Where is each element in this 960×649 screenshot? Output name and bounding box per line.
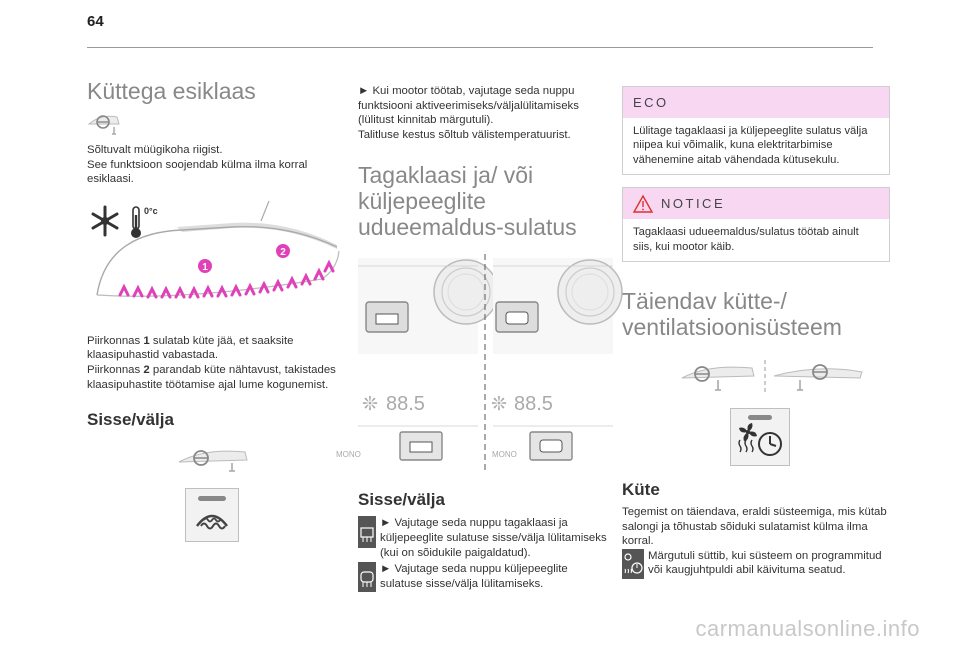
subtitle-heating: Küte	[622, 480, 660, 500]
mirror-demist-button-icon[interactable]	[358, 562, 376, 592]
svg-text:❊: ❊	[362, 394, 378, 416]
temp-display-left: 88.5	[386, 393, 425, 416]
step-2-text: ► Vajutage seda nuppu küljepeeglite sulatuse sisse/välja lülitamiseks.	[380, 563, 568, 590]
steering-wheel-both-icon	[678, 356, 878, 396]
intro-line-1: Sõltuvalt müügikoha riigist.	[87, 144, 223, 156]
intro-line-2: See funktsioon soojendab külma ilma korral esiklaasi.	[87, 158, 308, 186]
zone-2-badge	[276, 244, 290, 258]
svg-text:1: 1	[202, 261, 208, 273]
step-1-text: ► Vajutage seda nuppu tagaklaasi ja küljepeeglite sulatuse sisse/välja lülitamiseks (kui on sõidukile paigaldatud).	[380, 517, 607, 559]
snowflake-icon	[93, 207, 117, 235]
mono-label-left: MONO	[336, 450, 361, 460]
heating-description: Tegemist on täiendava, eraldi süsteemiga, mis kütab salongi ja tõhustab sõiduki sulatamist külma ilma korral.	[622, 506, 887, 548]
svg-text:❊: ❊	[491, 394, 507, 416]
thermometer-icon	[131, 207, 141, 238]
subtitle-on-off: Sisse/välja	[87, 410, 174, 430]
steering-wheel-lhd-icon	[87, 112, 127, 138]
mono-label-right: MONO	[492, 450, 517, 460]
rear-demist-button-icon[interactable]	[358, 516, 376, 548]
zone-2-text-pre: Piirkonnas	[87, 363, 144, 376]
subtitle-on-off-2: Sisse/välja	[358, 490, 445, 510]
column-3	[622, 86, 890, 579]
dashboard-controls-figure	[336, 254, 613, 472]
duration-text: Talitluse kestus sõltub välistemperatuurist.	[358, 128, 571, 141]
eco-box-header: ECO	[623, 87, 889, 118]
eco-box-body: Lülitage tagaklaasi ja küljepeeglite sulatus välja niipea kui võimalik, kuna elektritarbimise vähenemine aitab vähendada kütusekulu.	[633, 125, 868, 166]
column-2	[336, 84, 613, 592]
fan-icon	[739, 423, 757, 441]
section-title-heated-windscreen: Küttega esiklaas	[87, 78, 256, 104]
indicator-text: Märgutuli süttib, kui süsteem on programmitud või kaugjuhtpuldi abil käivituma seatud.	[648, 549, 882, 577]
heating-indicator-icon	[622, 549, 644, 579]
windscreen-defrost-button[interactable]	[185, 488, 239, 542]
zone-1-text-pre: Piirkonnas	[87, 334, 144, 347]
heating-timer-indicator	[730, 408, 790, 466]
notice-box-body: Tagaklaasi udueemaldus/sulatus töötab ainult siis, kui mootor käib.	[633, 226, 859, 253]
top-divider	[87, 47, 873, 48]
section-title-rear-demist: Tagaklaasi ja/ või küljepeeglite udueemaldus-sulatus	[358, 162, 577, 241]
section-title-additional-heating: Täiendav kütte-/ ventilatsioonisüsteem	[622, 288, 842, 341]
zone-2-number: 2	[143, 363, 150, 376]
front-defrost-icon	[189, 492, 235, 538]
page-number: 64	[87, 13, 104, 30]
fan-timer-icon	[734, 412, 786, 462]
svg-text:2: 2	[280, 246, 286, 258]
column-1	[87, 78, 342, 542]
watermark: carmanualsonline.info	[695, 616, 920, 641]
zone-1-text-post: sulatab küte jää, et saaksite klaasipuhastid vabastada.	[87, 334, 294, 362]
notice-box-header: NOTICE	[661, 196, 726, 212]
zone-1-number: 1	[143, 334, 150, 347]
activation-text: ► Kui mootor töötab, vajutage seda nuppu funktsiooni aktiveerimiseks/väljalülitamiseks (lülitust kinnitab märgutuli).	[358, 85, 579, 127]
clock-icon	[759, 433, 781, 455]
eco-box	[622, 86, 890, 175]
steering-wheel-lhd-icon	[175, 446, 255, 476]
temp-display-right: 88.5	[514, 393, 553, 416]
temperature-label: 0°c	[144, 205, 158, 216]
notice-box-header-row	[623, 188, 889, 219]
zone-1-badge	[198, 259, 212, 273]
heated-windscreen-figure	[87, 203, 342, 318]
notice-box	[622, 187, 890, 262]
warning-icon	[633, 195, 653, 213]
zone-2-text-post: parandab küte nähtavust, takistades klaasipuhastite töötamise ajal lume kogunemist.	[87, 363, 336, 391]
